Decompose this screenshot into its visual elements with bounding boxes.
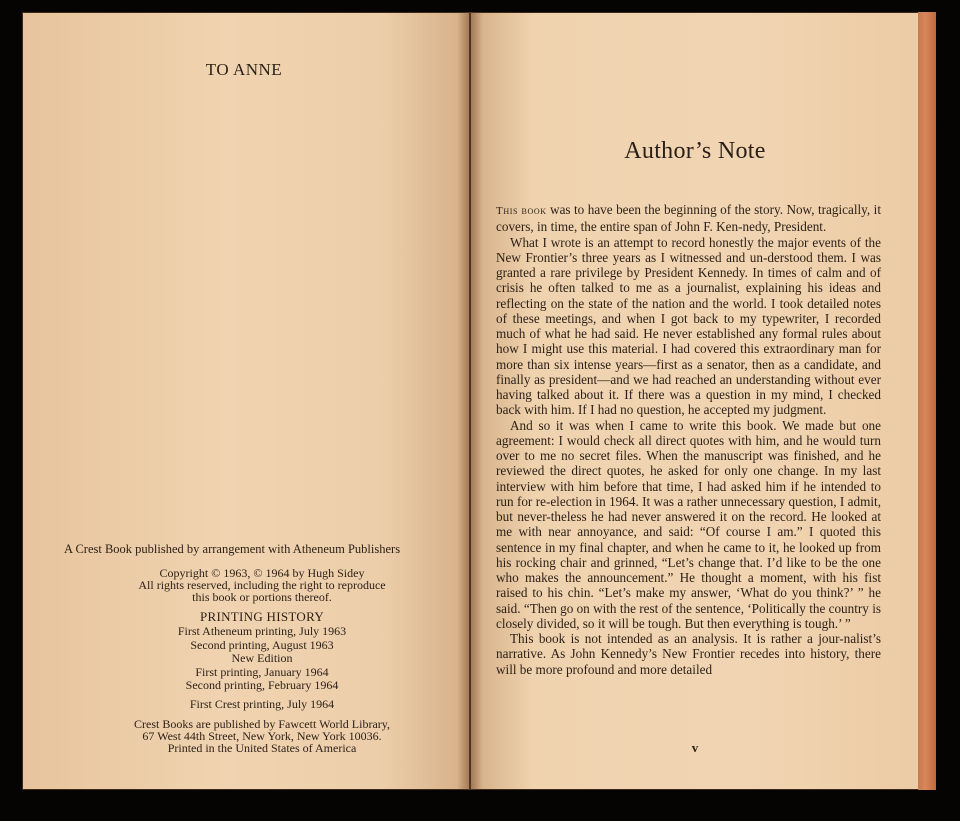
copyright-line: All rights reserved, including the right to reproduce	[138, 578, 386, 592]
paragraph: What I wrote is an attempt to record honestly the major events of the New Frontier’s three years as I witnessed and un-derstood them. I was granted a rare privilege by President Kennedy. In times of calm and of crisis he often talked to me as a journalist, explaining his ideas and reflecting on the state of the nation and the world. I took detailed notes of these meetings, and when I got back to my typewriter, I recorded much of what he had said. He never established any formal rules about how I might use this material. I had covered this extraordinary man for more than six intense years—first as a senator, then as a candidate, and finally as president—and we had reached an understanding without ever having talked about it. If there was a question in my mind, I checked back with him. If I had no question, he accepted my judgment.	[496, 234, 881, 418]
page-edges	[918, 12, 936, 790]
crest-info-line: Crest Books are published by Fawcett World Library,	[134, 717, 390, 731]
copyright-line: Copyright © 1963, © 1964 by Hugh Sidey	[159, 566, 365, 580]
dedication: TO ANNE	[205, 60, 283, 79]
history-line: First printing, January 1964	[195, 664, 329, 679]
crest-books-info	[102, 718, 422, 754]
page-number: v	[691, 740, 699, 755]
paragraph-text: was to have been the beginning of the story. Now, tragically, it covers, in time, the entire span of John F. Ken-nedy, President.	[496, 202, 881, 235]
printing-history-list	[102, 625, 422, 711]
history-line: First Crest printing, July 1964	[189, 696, 335, 711]
history-line: New Edition	[231, 651, 293, 665]
publisher-line: A Crest Book published by arrangement with Atheneum Publishers	[64, 542, 401, 556]
copyright-notice	[102, 567, 422, 603]
paragraph: And so it was when I came to write this book. We made but one agreement: I would check all direct quotes with him, and he would turn over to me no secret files. When the manuscript was finished, and he reviewed the direct quotes, he asked for only one change. In my last interview with him before that time, I had asked him if he intended to run for re-election in 1964. It was a rather unnecessary question, I admit, but never-theless he had never answered it on the record. He looked at me with near annoyance, and said: “Of course I am.” I quoted this sentence in my final chapter, and when he came to it, he looked up from his rocking chair and grinned, “Let’s change that. I’d like to be the one who makes the announcement.” He thought a moment, with his fist raised to his chin. “Let’s make my answer, ‘What do you think?’ ” he said. “Then go on with the rest of the sentence, ‘Politically the country is closely divided, so it will be tough. But then everything is tough.’ ”	[496, 417, 881, 631]
lead-in-text: This book	[496, 205, 547, 217]
authors-note-body	[496, 202, 881, 677]
left-page	[22, 12, 470, 790]
copyright-line: this book or portions thereof.	[192, 590, 332, 604]
paragraph: This book is not intended as an analysis. It is rather a jour-nalist’s narrative. As John Kennedy’s New Frontier recedes into history, there will be more profound and more detailed	[496, 631, 881, 677]
crest-info-line: Printed in the United States of America	[167, 741, 357, 755]
open-book	[22, 12, 934, 790]
paragraph	[496, 202, 881, 235]
printing-history-heading: PRINTING HISTORY	[199, 609, 325, 624]
crest-info-line: 67 West 44th Street, New York, New York 10036.	[142, 729, 382, 743]
history-line: Second printing, February 1964	[185, 678, 339, 692]
authors-note-title: Author’s Note	[624, 138, 766, 164]
history-line: Second printing, August 1963	[190, 637, 334, 652]
history-line: First Atheneum printing, July 1963	[177, 624, 347, 638]
